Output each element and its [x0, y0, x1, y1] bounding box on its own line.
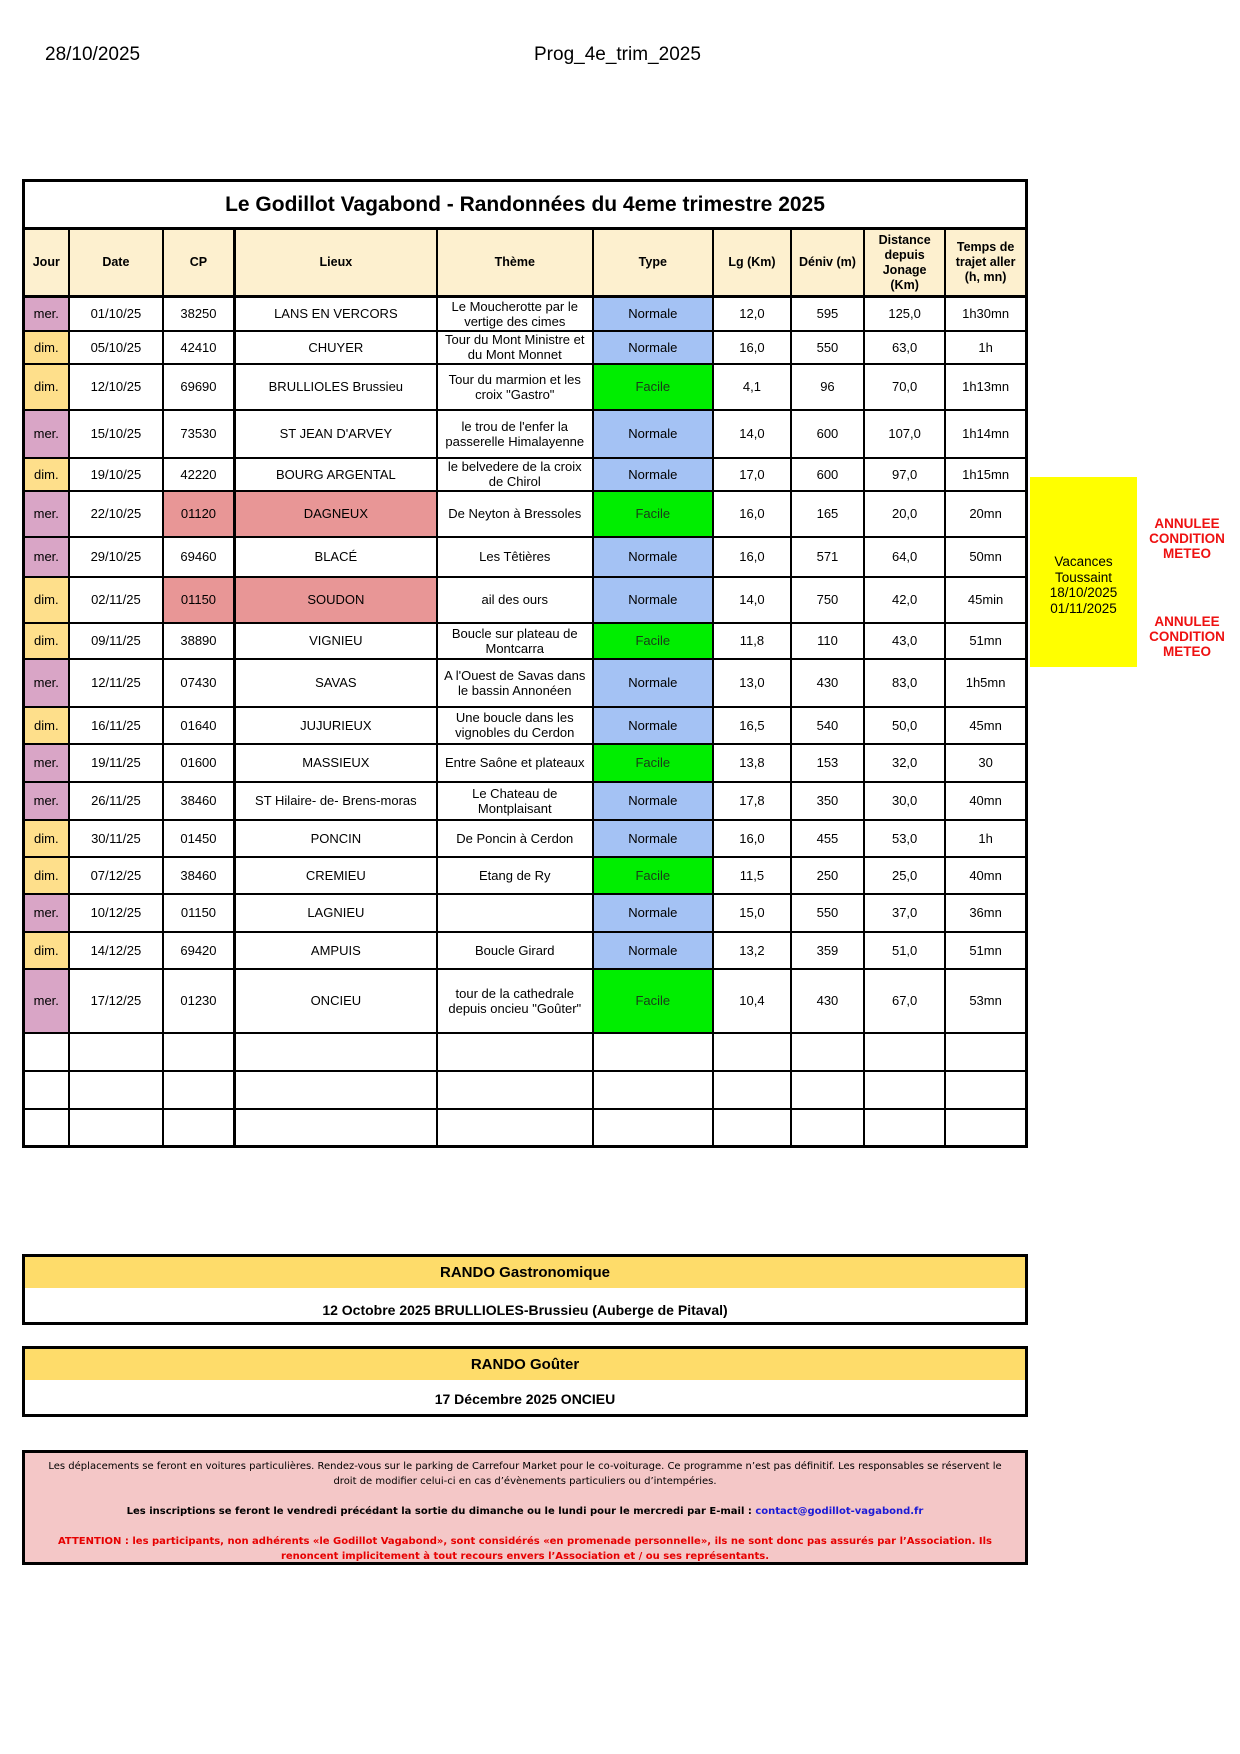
empty-cell — [593, 1109, 714, 1147]
cell-date: 19/11/25 — [69, 744, 164, 782]
column-header-type: Type — [593, 229, 714, 297]
cell-distance: 64,0 — [864, 537, 945, 577]
cell-distance: 25,0 — [864, 857, 945, 894]
column-header-deniv: Déniv (m) — [791, 229, 864, 297]
empty-cell — [713, 1033, 791, 1071]
rando-gouter-title: RANDO Goûter — [25, 1349, 1025, 1380]
cell-cp: 73530 — [163, 410, 234, 458]
cell-temps: 45mn — [945, 707, 1026, 744]
empty-cell — [24, 1071, 69, 1109]
cell-lieux: MASSIEUX — [234, 744, 437, 782]
schedule-title: Le Godillot Vagabond - Randonnées du 4eme trimestre 2025 — [24, 181, 1027, 229]
cell-jour: dim. — [24, 364, 69, 410]
cell-deniv: 540 — [791, 707, 864, 744]
cell-type: Normale — [593, 932, 714, 969]
cell-theme — [437, 894, 593, 932]
cell-jour: dim. — [24, 623, 69, 659]
rando-gastronomique-title: RANDO Gastronomique — [25, 1257, 1025, 1288]
empty-row — [24, 1033, 1027, 1071]
rando-gouter-details: 17 Décembre 2025 ONCIEU — [25, 1380, 1025, 1414]
cancelled-line: ANNULEE — [1154, 614, 1220, 629]
cell-jour: dim. — [24, 857, 69, 894]
cell-jour: dim. — [24, 932, 69, 969]
cell-temps: 53mn — [945, 969, 1026, 1033]
cell-cp: 01120 — [163, 491, 234, 537]
cell-jour: mer. — [24, 537, 69, 577]
column-header-temps: Temps de trajet aller (h, mn) — [945, 229, 1026, 297]
rando-gastronomique-details: 12 Octobre 2025 BRULLIOLES-Brussieu (Auberge de Pitaval) — [25, 1288, 1025, 1322]
cell-type: Normale — [593, 331, 714, 364]
cell-lieux: CHUYER — [234, 331, 437, 364]
cell-date: 19/10/25 — [69, 458, 164, 491]
cell-deniv: 110 — [791, 623, 864, 659]
cell-lg: 17,0 — [713, 458, 791, 491]
page-header — [0, 44, 1240, 68]
registration-note — [39, 1504, 1011, 1519]
cell-deniv: 550 — [791, 894, 864, 932]
cell-type: Facile — [593, 744, 714, 782]
cancelled-line: ANNULEE — [1154, 516, 1220, 531]
cell-jour: dim. — [24, 707, 69, 744]
cell-cp: 69420 — [163, 932, 234, 969]
cell-distance: 20,0 — [864, 491, 945, 537]
cell-temps: 51mn — [945, 623, 1026, 659]
cell-lieux: CREMIEU — [234, 857, 437, 894]
hike-row — [24, 894, 1027, 932]
cell-jour: mer. — [24, 744, 69, 782]
empty-cell — [234, 1033, 437, 1071]
cell-lg: 14,0 — [713, 577, 791, 623]
hike-row — [24, 458, 1027, 491]
cell-lieux: LAGNIEU — [234, 894, 437, 932]
empty-row — [24, 1071, 1027, 1109]
cell-deniv: 455 — [791, 820, 864, 857]
empty-cell — [69, 1071, 164, 1109]
insurance-warning: ATTENTION : les participants, non adhérents «le Godillot Vagabond», sont considérés «en promenade personnelle», ils ne sont donc pas assurés par l’Association. Ils renoncent implicitement à tout recours envers l’Association et / ou ses représentants. — [57, 1536, 993, 1562]
hike-row — [24, 932, 1027, 969]
empty-cell — [69, 1109, 164, 1147]
cell-theme: Tour du marmion et les croix "Gastro" — [437, 364, 593, 410]
cell-date: 30/11/25 — [69, 820, 164, 857]
cell-cp: 69460 — [163, 537, 234, 577]
column-header-date: Date — [69, 229, 164, 297]
empty-cell — [24, 1033, 69, 1071]
cell-jour: mer. — [24, 491, 69, 537]
cell-type: Normale — [593, 707, 714, 744]
cell-distance: 125,0 — [864, 297, 945, 331]
hike-row — [24, 659, 1027, 707]
vacances-start-date: 18/10/2025 — [1049, 585, 1118, 600]
empty-cell — [163, 1071, 234, 1109]
cell-type: Facile — [593, 969, 714, 1033]
cell-theme: De Poncin à Cerdon — [437, 820, 593, 857]
transport-note: Les déplacements se feront en voitures particulières. Rendez-vous sur le parking de Carrefour Market pour le co-voiturage. Ce programme n’est pas définitif. Les responsables se réservent le droit de modifier celui-ci en cas d’évènements particuliers ou d’intempéries. — [48, 1461, 1002, 1487]
cancelled-line: METEO — [1162, 644, 1211, 659]
cell-temps: 30 — [945, 744, 1026, 782]
cell-deniv: 550 — [791, 331, 864, 364]
cell-cp: 42410 — [163, 331, 234, 364]
cell-date: 12/11/25 — [69, 659, 164, 707]
cell-lieux: SOUDON — [234, 577, 437, 623]
column-header-cp: CP — [163, 229, 234, 297]
empty-cell — [593, 1071, 714, 1109]
print-date: 28/10/2025 — [45, 44, 141, 65]
cell-lieux: PONCIN — [234, 820, 437, 857]
cell-type: Normale — [593, 894, 714, 932]
registration-text: Les inscriptions se feront le vendredi précédant la sortie du dimanche ou le lundi pour le mercredi par E-mail : — [126, 1506, 756, 1517]
cell-temps: 1h15mn — [945, 458, 1026, 491]
cell-cp: 38890 — [163, 623, 234, 659]
cell-date: 22/10/25 — [69, 491, 164, 537]
column-header-distance: Distance depuis Jonage (Km) — [864, 229, 945, 297]
column-header-lg: Lg (Km) — [713, 229, 791, 297]
cell-temps: 1h — [945, 820, 1026, 857]
cell-deniv: 571 — [791, 537, 864, 577]
cell-cp: 01450 — [163, 820, 234, 857]
cell-jour: dim. — [24, 331, 69, 364]
cell-lg: 16,5 — [713, 707, 791, 744]
cell-theme: le belvedere de la croix de Chirol — [437, 458, 593, 491]
cell-theme: Boucle sur plateau de Montcarra — [437, 623, 593, 659]
cell-theme: tour de la cathedrale depuis oncieu "Goûter" — [437, 969, 593, 1033]
hike-row — [24, 820, 1027, 857]
cell-theme: Boucle Girard — [437, 932, 593, 969]
empty-cell — [713, 1109, 791, 1147]
cell-distance: 67,0 — [864, 969, 945, 1033]
cell-temps: 20mn — [945, 491, 1026, 537]
contact-email-link[interactable]: contact@godillot-vagabond.fr — [755, 1506, 924, 1517]
cell-date: 01/10/25 — [69, 297, 164, 331]
cell-cp: 01640 — [163, 707, 234, 744]
vacances-end-date: 01/11/2025 — [1050, 600, 1117, 616]
rando-gouter-box — [22, 1346, 1028, 1417]
cell-deniv: 600 — [791, 410, 864, 458]
cell-lieux: AMPUIS — [234, 932, 437, 969]
cell-lg: 11,5 — [713, 857, 791, 894]
cell-cp: 07430 — [163, 659, 234, 707]
cell-lg: 10,4 — [713, 969, 791, 1033]
cell-lg: 16,0 — [713, 537, 791, 577]
hike-row — [24, 969, 1027, 1033]
cell-distance: 63,0 — [864, 331, 945, 364]
empty-cell — [945, 1033, 1026, 1071]
empty-cell — [163, 1109, 234, 1147]
cell-lg: 12,0 — [713, 297, 791, 331]
column-header-lieux: Lieux — [234, 229, 437, 297]
cell-lg: 16,0 — [713, 331, 791, 364]
cancelled-note-dagneux — [1137, 516, 1237, 561]
hike-row — [24, 782, 1027, 820]
cell-temps: 50mn — [945, 537, 1026, 577]
cell-type: Normale — [593, 659, 714, 707]
cell-lg: 15,0 — [713, 894, 791, 932]
cell-lg: 4,1 — [713, 364, 791, 410]
cell-lg: 16,0 — [713, 491, 791, 537]
cell-jour: mer. — [24, 410, 69, 458]
cell-lieux: BRULLIOLES Brussieu — [234, 364, 437, 410]
cell-deniv: 600 — [791, 458, 864, 491]
cell-type: Normale — [593, 458, 714, 491]
cell-distance: 83,0 — [864, 659, 945, 707]
cell-distance: 30,0 — [864, 782, 945, 820]
cell-date: 12/10/25 — [69, 364, 164, 410]
cell-type: Facile — [593, 623, 714, 659]
column-header-theme: Thème — [437, 229, 593, 297]
empty-cell — [437, 1033, 593, 1071]
cancelled-line: METEO — [1162, 546, 1211, 561]
hike-row — [24, 744, 1027, 782]
cancelled-line: CONDITION — [1149, 531, 1225, 546]
cell-distance: 32,0 — [864, 744, 945, 782]
cell-type: Normale — [593, 820, 714, 857]
cell-temps: 1h — [945, 331, 1026, 364]
rando-gastronomique-box — [22, 1254, 1028, 1325]
cell-distance: 51,0 — [864, 932, 945, 969]
empty-cell — [791, 1071, 864, 1109]
hike-row — [24, 410, 1027, 458]
cell-lieux: ONCIEU — [234, 969, 437, 1033]
cell-distance: 43,0 — [864, 623, 945, 659]
hike-row — [24, 491, 1027, 537]
cell-lieux: DAGNEUX — [234, 491, 437, 537]
cell-jour: dim. — [24, 577, 69, 623]
cell-cp: 38250 — [163, 297, 234, 331]
cell-theme: De Neyton à Bressoles — [437, 491, 593, 537]
cell-cp: 01230 — [163, 969, 234, 1033]
empty-cell — [437, 1109, 593, 1147]
cell-date: 05/10/25 — [69, 331, 164, 364]
cell-date: 17/12/25 — [69, 969, 164, 1033]
cell-deniv: 165 — [791, 491, 864, 537]
column-header-row — [24, 229, 1027, 297]
empty-cell — [234, 1109, 437, 1147]
cell-distance: 50,0 — [864, 707, 945, 744]
cell-deniv: 153 — [791, 744, 864, 782]
cell-cp: 42220 — [163, 458, 234, 491]
cell-theme: ail des ours — [437, 577, 593, 623]
document-name: Prog_4e_trim_2025 — [534, 44, 701, 65]
cell-temps: 1h14mn — [945, 410, 1026, 458]
empty-cell — [437, 1071, 593, 1109]
cancelled-line: CONDITION — [1149, 629, 1225, 644]
notes-box — [22, 1450, 1028, 1565]
cell-lieux: BLACÉ — [234, 537, 437, 577]
cell-type: Normale — [593, 410, 714, 458]
hike-row — [24, 331, 1027, 364]
vacances-toussaint-note — [1030, 477, 1137, 667]
cell-cp: 01150 — [163, 894, 234, 932]
cell-cp: 01600 — [163, 744, 234, 782]
cell-lieux: ST JEAN D'ARVEY — [234, 410, 437, 458]
hike-row — [24, 297, 1027, 331]
cell-date: 15/10/25 — [69, 410, 164, 458]
hike-row — [24, 577, 1027, 623]
cell-temps: 51mn — [945, 932, 1026, 969]
cell-cp: 69690 — [163, 364, 234, 410]
cell-type: Normale — [593, 537, 714, 577]
schedule-body — [24, 297, 1027, 1147]
cell-deniv: 595 — [791, 297, 864, 331]
cell-distance: 37,0 — [864, 894, 945, 932]
cell-temps: 40mn — [945, 782, 1026, 820]
cell-lieux: SAVAS — [234, 659, 437, 707]
cell-theme: Une boucle dans les vignobles du Cerdon — [437, 707, 593, 744]
cell-lg: 14,0 — [713, 410, 791, 458]
cell-distance: 97,0 — [864, 458, 945, 491]
cancelled-note-soudon — [1137, 614, 1237, 659]
column-header-jour: Jour — [24, 229, 69, 297]
cell-cp: 38460 — [163, 782, 234, 820]
cell-type: Normale — [593, 297, 714, 331]
cell-deniv: 350 — [791, 782, 864, 820]
empty-cell — [864, 1109, 945, 1147]
cell-date: 16/11/25 — [69, 707, 164, 744]
cell-theme: Entre Saône et plateaux — [437, 744, 593, 782]
cell-date: 26/11/25 — [69, 782, 164, 820]
hike-row — [24, 707, 1027, 744]
cell-theme: le trou de l'enfer la passerelle Himalayenne — [437, 410, 593, 458]
empty-cell — [163, 1033, 234, 1071]
cell-cp: 01150 — [163, 577, 234, 623]
cell-jour: mer. — [24, 659, 69, 707]
cell-deniv: 430 — [791, 969, 864, 1033]
cell-lieux: VIGNIEU — [234, 623, 437, 659]
cell-lg: 13,8 — [713, 744, 791, 782]
empty-cell — [69, 1033, 164, 1071]
cell-cp: 38460 — [163, 857, 234, 894]
cell-distance: 70,0 — [864, 364, 945, 410]
empty-cell — [945, 1071, 1026, 1109]
cell-date: 14/12/25 — [69, 932, 164, 969]
empty-cell — [791, 1109, 864, 1147]
cell-jour: dim. — [24, 458, 69, 491]
empty-cell — [791, 1033, 864, 1071]
empty-cell — [864, 1071, 945, 1109]
cell-theme: A l'Ouest de Savas dans le bassin Annonéen — [437, 659, 593, 707]
cell-temps: 1h30mn — [945, 297, 1026, 331]
cell-theme: Le Chateau de Montplaisant — [437, 782, 593, 820]
cell-deniv: 430 — [791, 659, 864, 707]
cell-lg: 17,8 — [713, 782, 791, 820]
cell-theme: Tour du Mont Ministre et du Mont Monnet — [437, 331, 593, 364]
vacances-line: Vacances — [1054, 554, 1113, 569]
cell-jour: mer. — [24, 297, 69, 331]
cell-date: 10/12/25 — [69, 894, 164, 932]
cell-date: 02/11/25 — [69, 577, 164, 623]
cell-type: Normale — [593, 577, 714, 623]
cell-lieux: LANS EN VERCORS — [234, 297, 437, 331]
cell-lg: 11,8 — [713, 623, 791, 659]
hike-row — [24, 623, 1027, 659]
cell-deniv: 250 — [791, 857, 864, 894]
cell-lieux: BOURG ARGENTAL — [234, 458, 437, 491]
cell-theme: Les Têtières — [437, 537, 593, 577]
cell-distance: 53,0 — [864, 820, 945, 857]
cell-theme: Etang de Ry — [437, 857, 593, 894]
cell-jour: mer. — [24, 782, 69, 820]
cell-lieux: ST Hilaire- de- Brens-moras — [234, 782, 437, 820]
cell-type: Facile — [593, 491, 714, 537]
cell-temps: 40mn — [945, 857, 1026, 894]
cell-type: Facile — [593, 364, 714, 410]
empty-cell — [593, 1033, 714, 1071]
hike-schedule-table — [22, 179, 1028, 1148]
cell-lg: 13,2 — [713, 932, 791, 969]
empty-cell — [234, 1071, 437, 1109]
cell-deniv: 359 — [791, 932, 864, 969]
hike-row — [24, 857, 1027, 894]
cell-deniv: 96 — [791, 364, 864, 410]
cell-temps: 36mn — [945, 894, 1026, 932]
cell-distance: 107,0 — [864, 410, 945, 458]
cell-type: Facile — [593, 857, 714, 894]
cell-jour: mer. — [24, 969, 69, 1033]
cell-lg: 13,0 — [713, 659, 791, 707]
cell-temps: 1h5mn — [945, 659, 1026, 707]
cell-temps: 45min — [945, 577, 1026, 623]
cell-theme: Le Moucherotte par le vertige des cimes — [437, 297, 593, 331]
cell-jour: mer. — [24, 894, 69, 932]
cell-date: 07/12/25 — [69, 857, 164, 894]
cell-temps: 1h13mn — [945, 364, 1026, 410]
empty-cell — [864, 1033, 945, 1071]
hike-row — [24, 364, 1027, 410]
vacances-line: Toussaint — [1054, 569, 1113, 585]
hike-row — [24, 537, 1027, 577]
empty-cell — [713, 1071, 791, 1109]
cell-lg: 16,0 — [713, 820, 791, 857]
empty-row — [24, 1109, 1027, 1147]
cell-distance: 42,0 — [864, 577, 945, 623]
empty-cell — [24, 1109, 69, 1147]
cell-lieux: JUJURIEUX — [234, 707, 437, 744]
cell-deniv: 750 — [791, 577, 864, 623]
cell-date: 29/10/25 — [69, 537, 164, 577]
cell-type: Normale — [593, 782, 714, 820]
cell-date: 09/11/25 — [69, 623, 164, 659]
empty-cell — [945, 1109, 1026, 1147]
cell-jour: dim. — [24, 820, 69, 857]
